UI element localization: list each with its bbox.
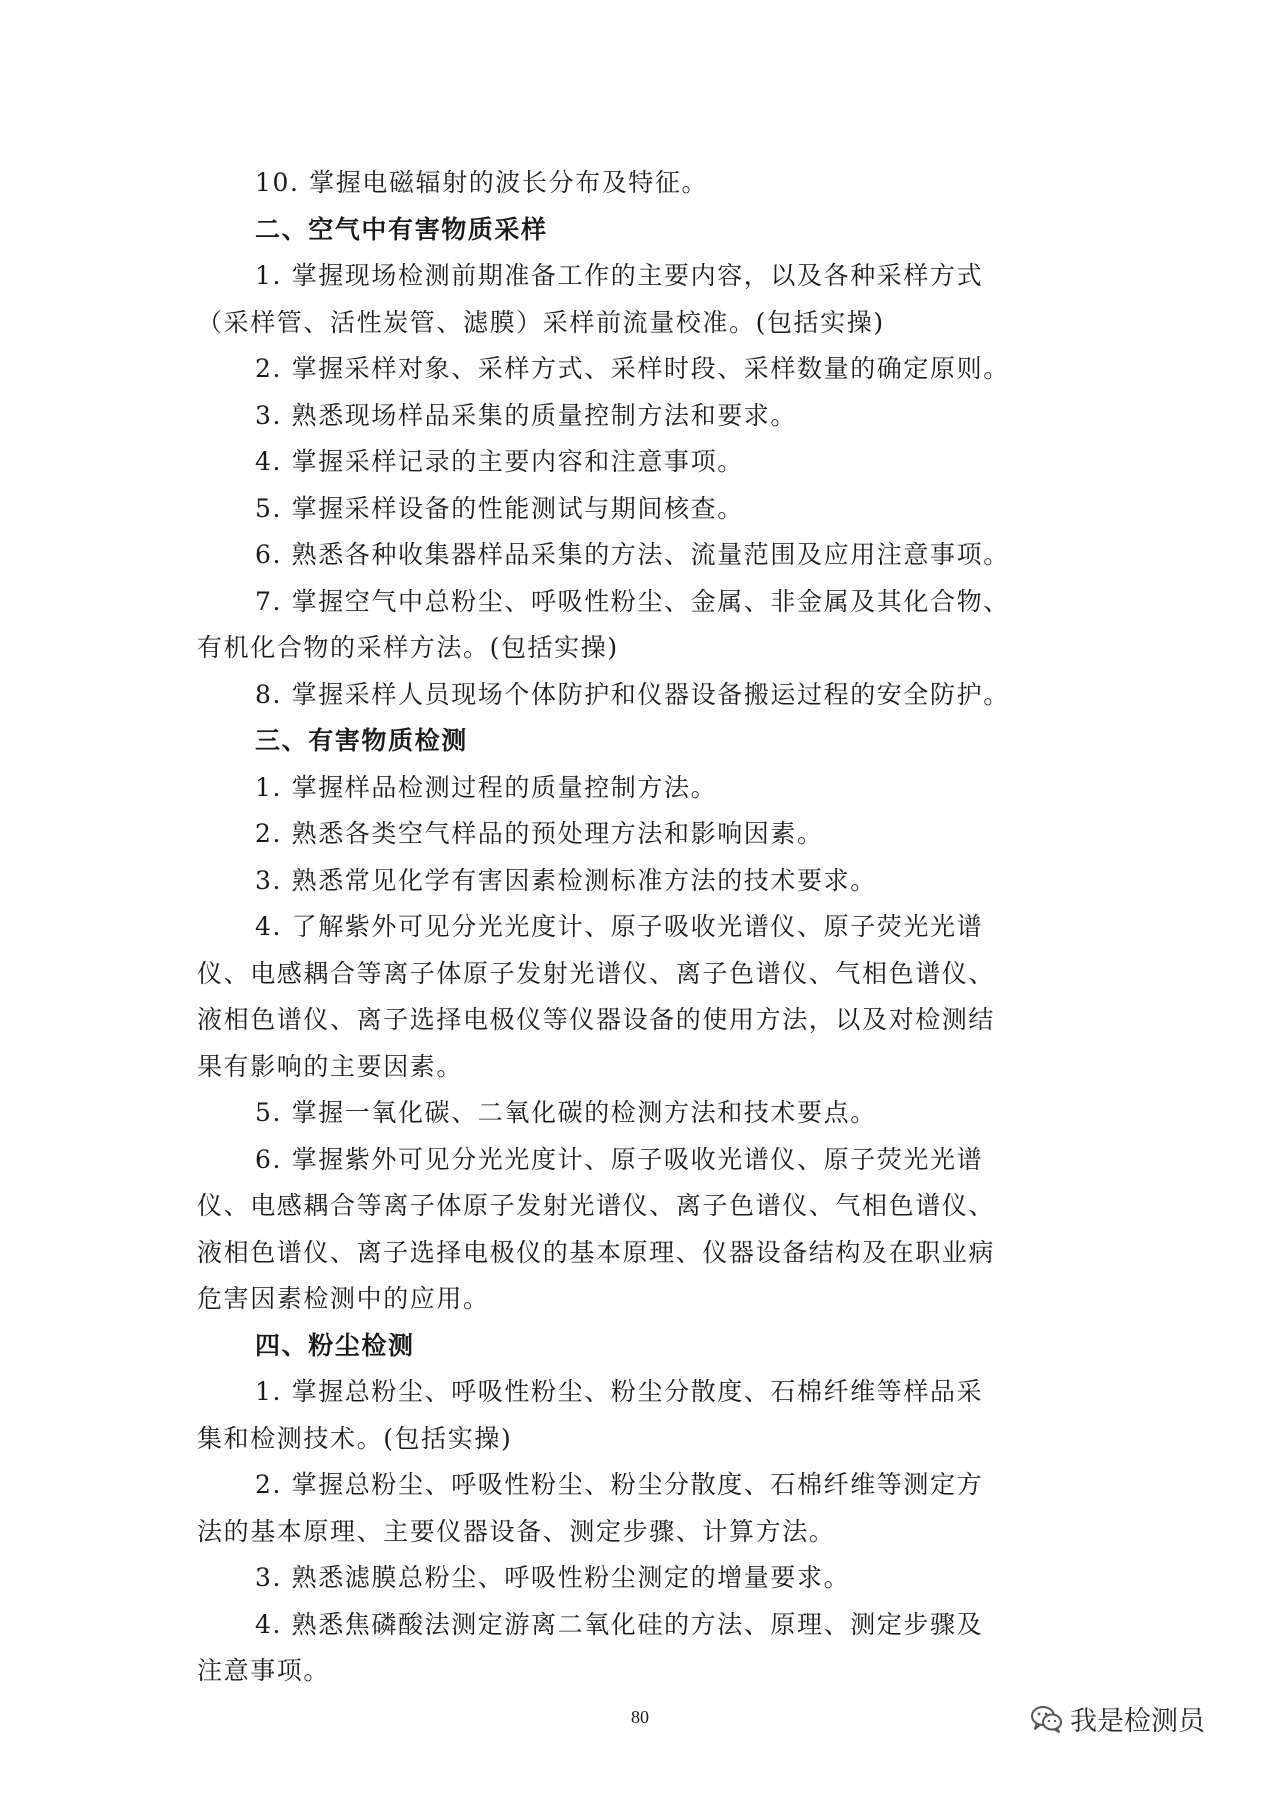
list-item: 4. 熟悉焦磷酸法测定游离二氧化硅的方法、原理、测定步骤及 <box>255 1609 984 1639</box>
list-item: 1. 掌握总粉尘、呼吸性粉尘、粉尘分散度、石棉纤维等样品采 <box>255 1377 984 1406</box>
list-item: 4. 掌握采样记录的主要内容和注意事项。 <box>255 447 744 476</box>
list-item: 3. 熟悉常见化学有害因素检测标准方法的技术要求。 <box>255 865 877 895</box>
list-item: 1. 掌握现场检测前期准备工作的主要内容，以及各种采样方式 <box>255 261 984 290</box>
document-body <box>197 160 1087 1695</box>
list-item-continuation: 有机化合物的采样方法。(包括实操) <box>197 633 619 662</box>
list-item: 5. 掌握采样设备的性能测试与期间核查。 <box>255 493 744 523</box>
list-item-continuation: 液相色谱仪、离子选择电极仪的基本原理、仪器设备结构及在职业病 <box>197 1237 996 1267</box>
section-heading: 四、粉尘检测 <box>255 1330 415 1360</box>
list-item: 5. 掌握一氧化碳、二氧化碳的检测方法和技术要点。 <box>255 1098 877 1127</box>
list-item-continuation: （采样管、活性炭管、滤膜）采样前流量校准。(包括实操) <box>197 307 885 337</box>
section-heading: 二、空气中有害物质采样 <box>255 214 548 244</box>
watermark <box>1030 1699 1205 1738</box>
list-item-continuation: 危害因素检测中的应用。 <box>197 1284 490 1313</box>
list-item: 3. 熟悉滤膜总粉尘、呼吸性粉尘测定的增量要求。 <box>255 1563 851 1592</box>
list-item: 2. 掌握总粉尘、呼吸性粉尘、粉尘分散度、石棉纤维等测定方 <box>255 1470 984 1499</box>
section-heading: 三、有害物质检测 <box>255 726 468 755</box>
list-item-continuation: 集和检测技术。(包括实操) <box>197 1423 513 1453</box>
list-item-continuation: 仪、电感耦合等离子体原子发射光谱仪、离子色谱仪、气相色谱仪、 <box>197 958 996 988</box>
watermark-text: 我是检测员 <box>1070 1706 1205 1737</box>
list-item: 10. 掌握电磁辐射的波长分布及特征。 <box>255 168 709 197</box>
list-item: 6. 熟悉各种收集器样品采集的方法、流量范围及应用注意事项。 <box>255 540 1010 569</box>
list-item: 7. 掌握空气中总粉尘、呼吸性粉尘、金属、非金属及其化合物、 <box>255 586 1010 616</box>
list-item-continuation: 仪、电感耦合等离子体原子发射光谱仪、离子色谱仪、气相色谱仪、 <box>197 1191 996 1220</box>
list-item-continuation: 注意事项。 <box>197 1656 331 1685</box>
list-item-continuation: 果有影响的主要因素。 <box>197 1051 464 1081</box>
list-item: 8. 掌握采样人员现场个体防护和仪器设备搬运过程的安全防护。 <box>255 679 1010 709</box>
page-number: 80 <box>631 1707 649 1727</box>
list-item: 6. 掌握紫外可见分光光度计、原子吸收光谱仪、原子荧光光谱 <box>255 1144 984 1174</box>
list-item-continuation: 法的基本原理、主要仪器设备、测定步骤、计算方法。 <box>197 1516 836 1546</box>
list-item: 2. 熟悉各类空气样品的预处理方法和影响因素。 <box>255 819 824 848</box>
list-item: 1. 掌握样品检测过程的质量控制方法。 <box>255 772 718 802</box>
list-item: 2. 掌握采样对象、采样方式、采样时段、采样数量的确定原则。 <box>255 354 1010 383</box>
list-item: 3. 熟悉现场样品采集的质量控制方法和要求。 <box>255 400 798 430</box>
wechat-icon <box>1030 1704 1064 1734</box>
list-item: 4. 了解紫外可见分光光度计、原子吸收光谱仪、原子荧光光谱 <box>255 912 984 941</box>
list-item-continuation: 液相色谱仪、离子选择电极仪等仪器设备的使用方法，以及对检测结 <box>197 1005 996 1034</box>
